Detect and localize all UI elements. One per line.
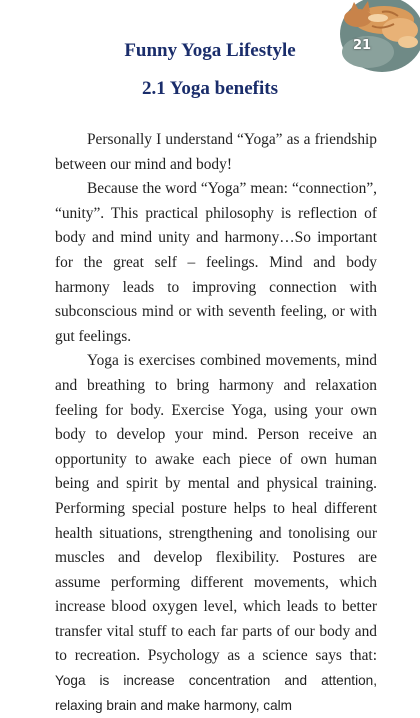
paragraph-3-tail: Yoga is increase concentration and attention, relaxing brain and make harmony, calm <box>55 673 377 713</box>
page-number: 21 <box>352 38 372 53</box>
book-title: Funny Yoga Lifestyle <box>124 40 296 61</box>
section-heading: 2.1 Yoga benefits <box>142 78 278 99</box>
paragraph-3-text: Yoga is exercises combined movements, mind and breathing to bring harmony and relaxation feeling for body. Exercise Yoga, using your own body to develop your mind. Person receive an opportunity to awake each piece of own human being and spirit by mental and physical training. Performing special posture helps to heal different health situations, strengthening and tonolising our muscles and develop flexibility. Postures are assume performing different movements, which increase blood oxygen level, which leads to better transfer vital stuff to each far parts of our body and to recreation. Psychology as a science says that: <box>55 352 377 665</box>
paragraph-2: Because the word “Yoga” mean: “connection”, “unity”. This practical philosophy is reflection of body and mind unity and harmony…So important for the great self – feelings. Mind and body harmony leads to improving connection with subconscious mind or with seventh feeling, or with gut feelings. <box>55 180 377 345</box>
sleeping-cat-icon <box>338 0 420 72</box>
paragraph-1: Personally I understand “Yoga” as a friendship between our mind and body! <box>55 131 377 173</box>
paragraph-3 <box>55 349 377 718</box>
page-badge <box>338 0 420 72</box>
